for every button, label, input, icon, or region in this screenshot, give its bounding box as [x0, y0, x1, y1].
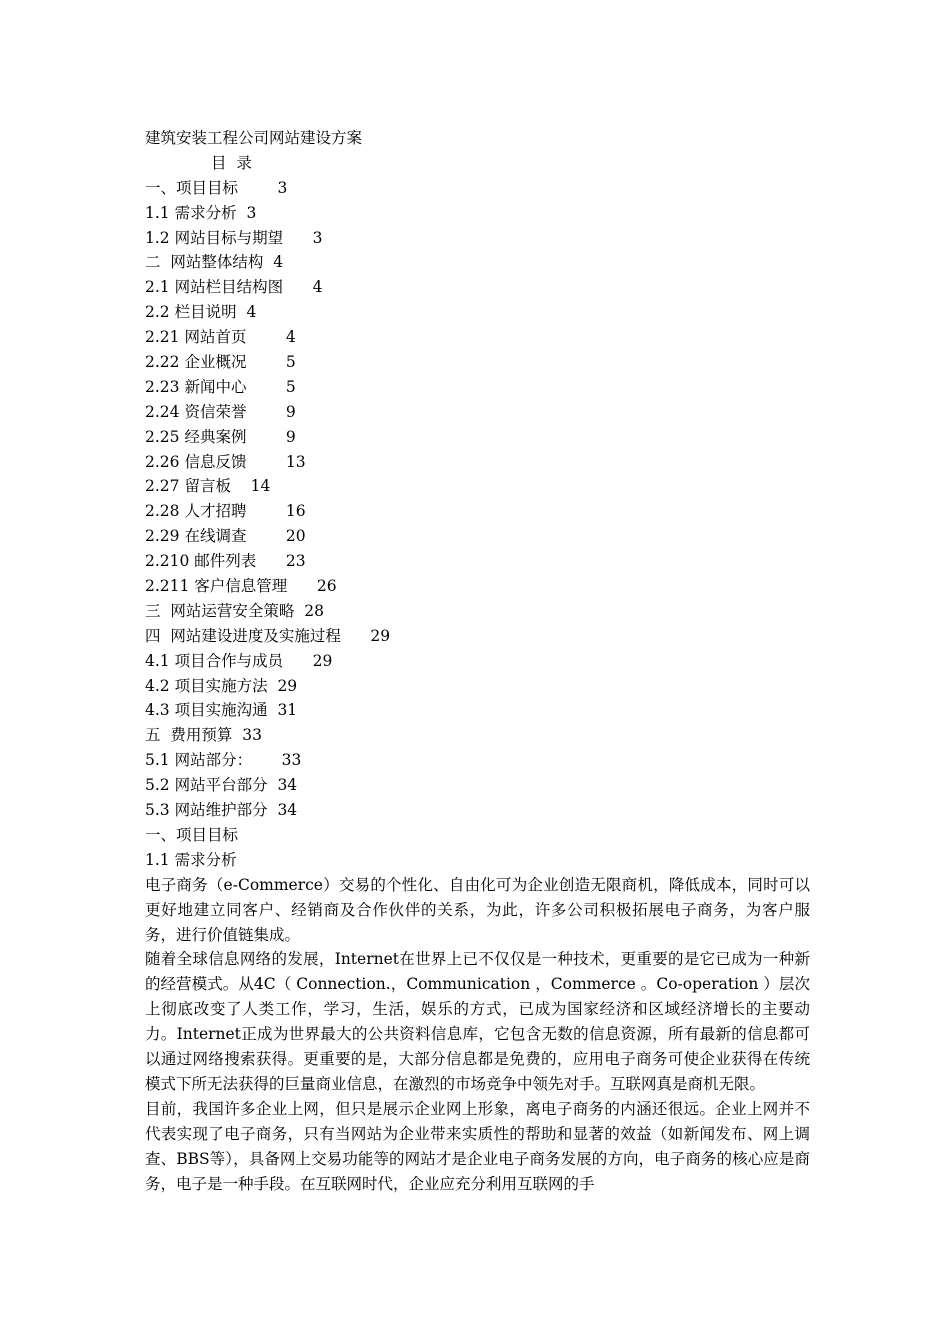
toc-entry [145, 624, 810, 649]
toc-entry-page: 4 [285, 328, 296, 347]
toc-entry [145, 176, 810, 201]
toc-entry-title: 1.2 网站目标与期望 [145, 228, 284, 247]
toc-entry-gap [268, 701, 278, 719]
toc-entry-page: 5 [285, 353, 296, 372]
toc-entry-title: 5.3 网站维护部分 [145, 801, 268, 820]
document-body [145, 126, 810, 1197]
toc-entry [145, 350, 810, 375]
toc-entry-gap [283, 278, 313, 296]
toc-entry-page: 13 [285, 452, 306, 471]
toc-entry-gap [283, 652, 313, 670]
toc-entry-page: 28 [304, 601, 324, 620]
toc-entry-page: 33 [242, 726, 262, 745]
toc-entry [145, 674, 810, 699]
toc-entry-title: 2.211 客户信息管理 [145, 577, 288, 596]
subsection-heading: 1.1 需求分析 [145, 850, 237, 869]
paragraph: 目前，我国许多企业上网，但只是展示企业网上形象，离电子商务的内涵还很远。企业上网并不代表实现了电子商务，只有当网站为企业带来实质性的帮助和显著的效益（如新闻发布、网上调查、BBS等），具备网上交易功能等的网站才是企业电子商务发展的方向，电子商务的核心应是商务，电子是一种手段。在互联网时代，企业应充分利用互联网的手 [145, 1099, 810, 1193]
toc-entry-page: 34 [277, 776, 298, 795]
toc-entry-gap [268, 677, 278, 695]
toc-entry [145, 250, 810, 275]
toc-entry-gap [246, 453, 285, 471]
toc-entry-title: 2.1 网站栏目结构图 [145, 278, 284, 297]
toc-entry-gap [246, 378, 285, 396]
toc-entry-gap [237, 303, 247, 321]
toc-entry-page: 14 [250, 477, 271, 496]
toc-entry [145, 748, 810, 773]
toc-entry-page: 4 [273, 253, 284, 272]
toc-entry-page: 4 [312, 278, 323, 297]
toc-entry-gap [256, 552, 286, 570]
toc-entry [145, 226, 810, 251]
toc-entry [145, 698, 810, 723]
toc-entry-title: 2.210 邮件列表 [145, 552, 257, 571]
toc-entry [145, 450, 810, 475]
toc-entry [145, 201, 810, 226]
toc-entry [145, 549, 810, 574]
toc-entry-title: 2.28 人才招聘 [145, 502, 247, 521]
toc-entry-page: 29 [370, 626, 391, 645]
table-of-contents [145, 176, 810, 823]
toc-entry-title: 4.2 项目实施方法 [145, 676, 268, 695]
section-heading: 一、项目目标 [145, 825, 239, 844]
toc-entry-gap [246, 403, 285, 421]
toc-entry-title: 一、项目目标 [145, 178, 239, 197]
toc-entry-title: 2.23 新闻中心 [145, 377, 247, 396]
toc-entry [145, 599, 810, 624]
toc-entry-gap [246, 527, 285, 545]
toc-entry-gap [231, 477, 251, 495]
toc-entry-title: 5.1 网站部分： [145, 751, 253, 770]
toc-entry [145, 425, 810, 450]
toc-entry-gap [246, 328, 285, 346]
toc-entry-page: 4 [246, 303, 257, 322]
toc-entry-gap [294, 602, 304, 620]
toc-entry-page: 9 [285, 427, 296, 446]
toc-entry-title: 四 网站建设进度及实施过程 [145, 626, 341, 645]
toc-entry-page: 29 [312, 651, 333, 670]
toc-heading: 目 录 [211, 153, 252, 172]
toc-entry-gap [268, 801, 278, 819]
toc-entry-title: 2.2 栏目说明 [145, 303, 237, 322]
toc-entry-gap [283, 229, 313, 247]
toc-entry [145, 773, 810, 798]
toc-entry [145, 325, 810, 350]
toc-entry-title: 2.21 网站首页 [145, 328, 247, 347]
paragraph: 电子商务（e-Commerce）交易的个性化、自由化可为企业创造无限商机，降低成本，同时可以更好地建立同客户、经销商及合作伙伴的关系，为此，许多公司积极拓展电子商务，为客户服务，进行价值链集成。 [145, 875, 810, 944]
toc-entry [145, 798, 810, 823]
toc-entry-title: 三 网站运营安全策略 [145, 601, 295, 620]
toc-entry [145, 375, 810, 400]
toc-entry [145, 524, 810, 549]
toc-entry [145, 300, 810, 325]
toc-entry-page: 34 [277, 801, 298, 820]
toc-entry-gap [341, 627, 371, 645]
toc-entry-page: 20 [285, 527, 306, 546]
paragraph: 随着全球信息网络的发展，Internet在世界上已不仅仅是一种技术，更重要的是它已成为一种新的经营模式。从4C（ Connection.，Communication ，Commerce 。Co-operation ）层次上彻底改变了人类工作，学习，生活，娱乐的方式，已成为国家经济和区域经济增长的主要动力。Internet正成为世界最大的公共资料信息库，它包含无数的信息资源，所有最新的信息都可以通过网络搜索获得。更重要的是，大部分信息都是免费的，应用电子商务可使企业获得在传统模式下所无法获得的巨量商业信息，在激烈的市场竞争中领先对手。互联网真是商机无限。 [145, 950, 810, 1093]
toc-entry-title: 2.22 企业概况 [145, 353, 247, 372]
document-title: 建筑安装工程公司网站建设方案 [145, 129, 363, 147]
body-text [145, 873, 810, 1197]
toc-entry-page: 9 [285, 402, 296, 421]
toc-entry-page: 29 [277, 676, 298, 695]
toc-entry-gap [252, 751, 282, 769]
toc-entry-title: 4.1 项目合作与成员 [145, 651, 284, 670]
toc-entry [145, 649, 810, 674]
toc-entry-gap [246, 502, 285, 520]
toc-entry-gap [263, 253, 273, 271]
toc-entry-gap [246, 428, 285, 446]
toc-entry [145, 574, 810, 599]
toc-entry-title: 二 网站整体结构 [145, 253, 264, 272]
toc-entry-title: 2.24 资信荣誉 [145, 402, 247, 421]
toc-entry-page: 16 [285, 502, 306, 521]
toc-entry-page: 3 [246, 203, 257, 222]
toc-entry-title: 2.26 信息反馈 [145, 452, 247, 471]
toc-entry-title: 4.3 项目实施沟通 [145, 701, 268, 720]
toc-entry [145, 474, 810, 499]
toc-entry-gap [237, 204, 247, 222]
toc-entry-gap [238, 179, 277, 197]
toc-entry-page: 5 [285, 377, 296, 396]
toc-entry [145, 723, 810, 748]
toc-entry-page: 26 [316, 577, 337, 596]
toc-entry-gap [287, 577, 317, 595]
toc-entry [145, 275, 810, 300]
toc-entry-page: 3 [277, 178, 288, 197]
toc-entry-gap [246, 353, 285, 371]
toc-entry-title: 2.29 在线调查 [145, 527, 247, 546]
toc-entry-page: 31 [277, 701, 298, 720]
toc-entry-title: 五 费用预算 [145, 726, 233, 745]
toc-entry [145, 400, 810, 425]
toc-entry-page: 3 [312, 228, 323, 247]
toc-entry-page: 23 [285, 552, 306, 571]
toc-entry-title: 2.25 经典案例 [145, 427, 247, 446]
toc-entry-page: 33 [281, 751, 302, 770]
toc-entry [145, 499, 810, 524]
toc-entry-gap [268, 776, 278, 794]
toc-entry-gap [232, 726, 242, 744]
toc-entry-title: 1.1 需求分析 [145, 203, 237, 222]
toc-entry-title: 2.27 留言板 [145, 477, 231, 496]
toc-entry-title: 5.2 网站平台部分 [145, 776, 268, 795]
